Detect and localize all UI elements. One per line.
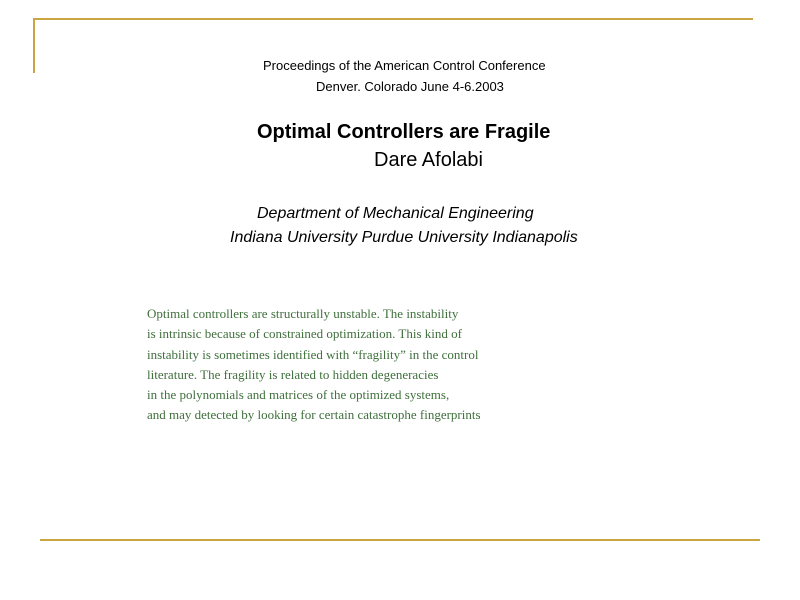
bottom-rule <box>40 539 760 541</box>
author-name: Dare Afolabi <box>374 149 483 171</box>
department-name: Department of Mechanical Engineering <box>257 205 534 222</box>
abstract-line: is intrinsic because of constrained optimization. This kind of <box>147 326 462 342</box>
left-rule <box>33 18 35 73</box>
top-rule <box>33 18 753 20</box>
abstract-line: instability is sometimes identified with “fragility” in the control <box>147 346 479 362</box>
university-name: Indiana University Purdue University Indianapolis <box>230 229 578 246</box>
abstract-line: literature. The fragility is related to hidden degeneracies <box>147 366 439 382</box>
conference-name: Proceedings of the American Control Conference <box>263 58 546 73</box>
conference-location-date: Denver. Colorado June 4-6.2003 <box>316 79 504 94</box>
abstract-line: and may detected by looking for certain catastrophe fingerprints <box>147 407 481 423</box>
abstract-line: in the polynomials and matrices of the optimized systems, <box>147 387 450 403</box>
abstract-text <box>147 304 481 426</box>
paper-title: Optimal Controllers are Fragile <box>257 121 551 143</box>
abstract-line: Optimal controllers are structurally unstable. The instability <box>147 306 459 321</box>
